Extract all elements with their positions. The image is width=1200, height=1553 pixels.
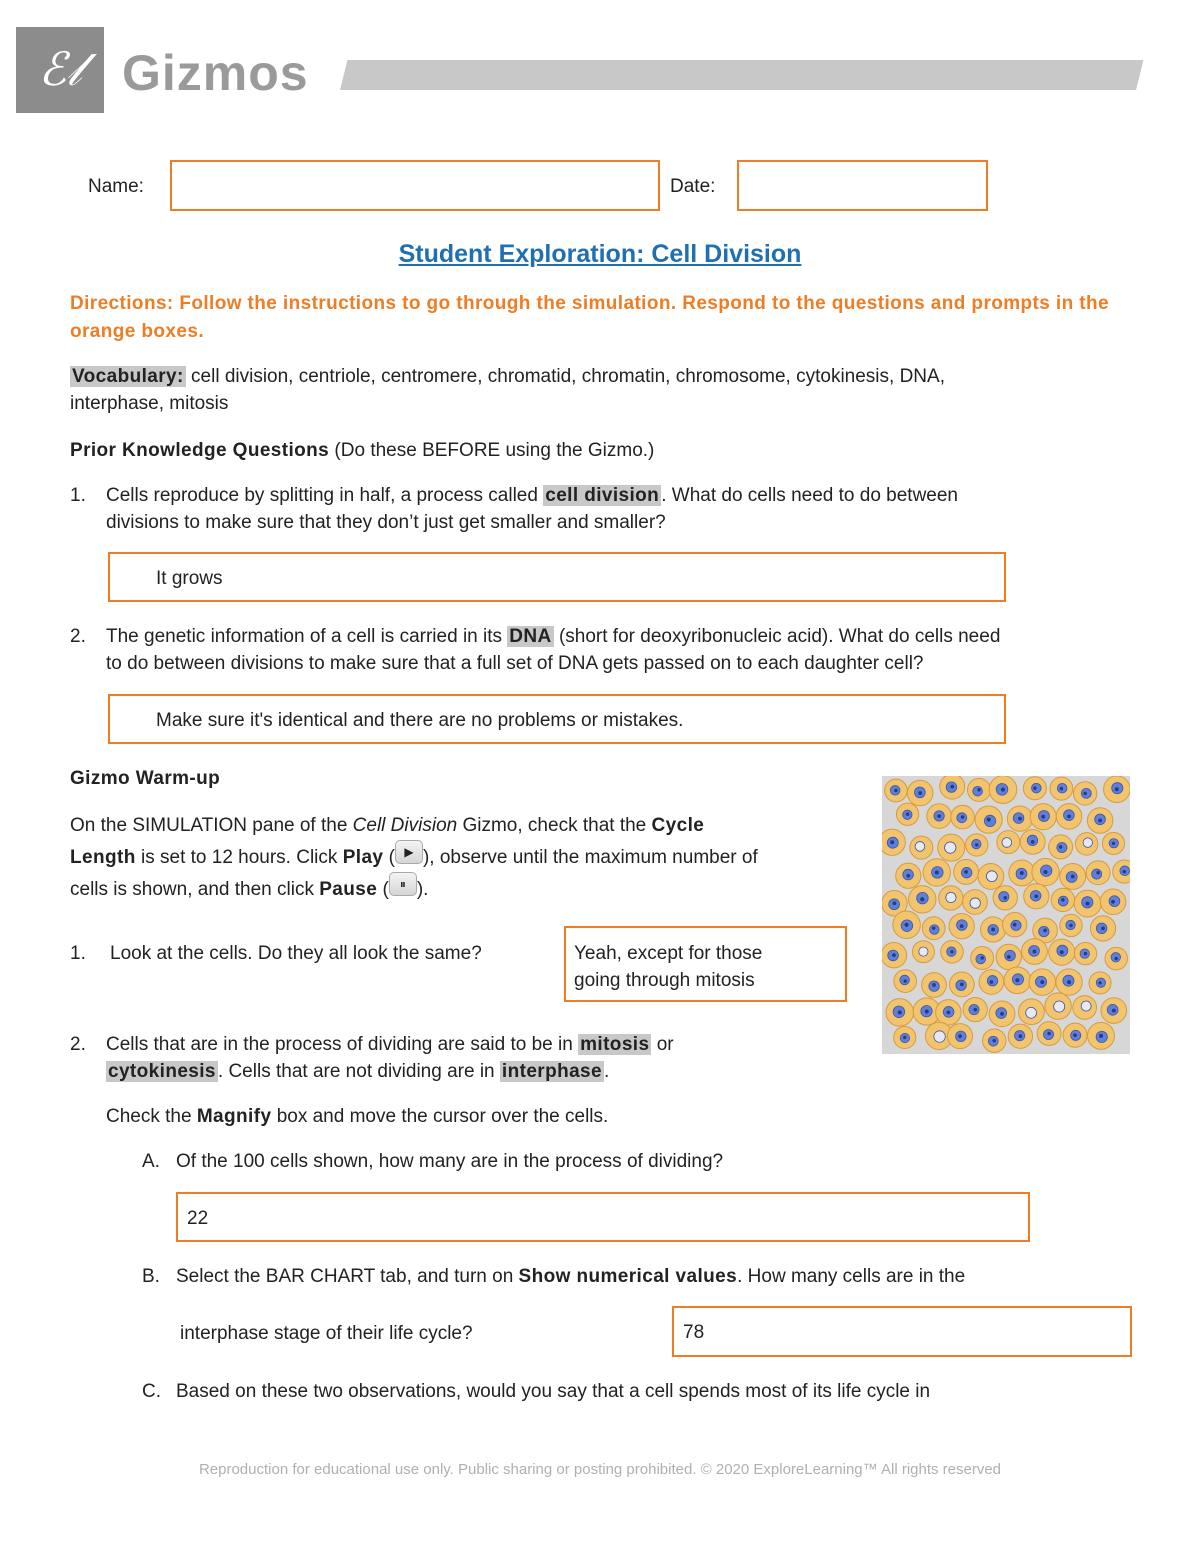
- cell: [1074, 942, 1096, 964]
- cell: [1073, 782, 1096, 805]
- header-decor-bar: [340, 60, 1143, 90]
- cell: [910, 836, 933, 859]
- vocabulary-label: Vocabulary:: [72, 366, 184, 387]
- cell: [951, 805, 975, 829]
- date-field[interactable]: [737, 160, 988, 211]
- cell: [993, 886, 1017, 910]
- cell: [1056, 804, 1082, 830]
- term-cell-division: cell division: [545, 485, 660, 506]
- cell: [922, 973, 947, 998]
- cell: [997, 831, 1020, 854]
- term-interphase: interphase: [501, 1061, 602, 1082]
- cell: [1007, 806, 1032, 831]
- cell: [1051, 888, 1074, 911]
- cell: [1050, 777, 1073, 800]
- cell: [894, 1026, 916, 1048]
- cell: [927, 804, 952, 829]
- cell: [981, 917, 1006, 942]
- cell: [907, 780, 933, 806]
- cell: [1089, 972, 1111, 994]
- pause-icon: ⏸: [389, 872, 417, 896]
- cell: [989, 776, 1017, 803]
- answer-box-prior-2[interactable]: Make sure it's identical and there are no problems or mistakes.: [108, 694, 1006, 744]
- term-dna: DNA: [509, 626, 552, 647]
- cell: [1045, 993, 1071, 1019]
- cell: [949, 972, 974, 997]
- cell: [1029, 969, 1056, 996]
- page-title: Student Exploration: Cell Division: [398, 240, 802, 268]
- cell: [1102, 832, 1124, 854]
- cell: [963, 997, 987, 1021]
- prior-question-1: 1. Cells reproduce by splitting in half, a process called cell division . What do cells need to do between divisions to make sure that they don’t just get smaller and smaller?: [70, 485, 959, 533]
- answer-box-warmup-1[interactable]: Yeah, except for those going through mitosis: [564, 926, 847, 1002]
- cell: [1086, 861, 1110, 885]
- term-mitosis: mitosis: [580, 1034, 650, 1055]
- cell: [923, 859, 950, 886]
- cell: [886, 999, 914, 1027]
- date-label: Date:: [670, 176, 716, 197]
- cell: [896, 803, 918, 825]
- cell: [912, 941, 934, 963]
- cell: [1019, 999, 1045, 1025]
- cell: [1022, 939, 1048, 965]
- cell: [978, 864, 1004, 890]
- cell: [971, 946, 994, 969]
- cell: [1060, 914, 1082, 936]
- cell: [966, 834, 988, 856]
- cell: [975, 806, 1002, 833]
- cell: [1087, 808, 1113, 834]
- cell: [1030, 804, 1056, 830]
- prior-question-2: 2. The genetic information of a cell is carried in its DNA (short for deoxyribonucleic acid). What do cells need to do between divisions to make sure that a full set of DNA gets passed on to each daughter cell?: [70, 626, 1001, 674]
- cell: [936, 1000, 961, 1025]
- cell: [967, 778, 990, 801]
- cell: [1075, 833, 1097, 855]
- cell: [882, 829, 905, 855]
- cell: [940, 776, 965, 799]
- cell: [1100, 889, 1126, 915]
- cell: [963, 890, 988, 915]
- cell: [1037, 1022, 1061, 1046]
- cell: [1032, 858, 1059, 885]
- cell: [938, 834, 965, 861]
- cell: [1056, 969, 1082, 995]
- cell: [1004, 967, 1031, 994]
- cell: [983, 1029, 1006, 1052]
- cell: [979, 970, 1004, 995]
- cell: [939, 886, 963, 910]
- cell: [882, 942, 907, 967]
- cell: [941, 941, 964, 964]
- cell: [949, 914, 974, 939]
- magnify-instruction: Check the Magnify box and move the cursor over the cells.: [106, 1106, 609, 1127]
- subquestion-b-line2: interphase stage of their life cycle?: [180, 1323, 473, 1344]
- cell: [1049, 939, 1075, 965]
- warmup-question-2: 2. Cells that are in the process of dividing are said to be in mitosis or cytokinesis . Cells that are not dividing are in interphase .: [70, 1034, 674, 1082]
- cell: [1104, 776, 1130, 802]
- gizmos-brand: Gizmos: [122, 45, 309, 101]
- cell: [1101, 998, 1127, 1024]
- cell: [1003, 912, 1027, 936]
- cell: [1074, 890, 1101, 917]
- cell: [1063, 1023, 1087, 1047]
- cell: [1090, 916, 1115, 941]
- cell: [909, 886, 936, 913]
- cell: [1008, 1024, 1032, 1048]
- warmup-heading: Gizmo Warm-up: [70, 768, 221, 789]
- answer-box-a[interactable]: 22: [176, 1192, 1030, 1242]
- cell: [896, 863, 921, 888]
- cell: [922, 917, 945, 940]
- cell: [1023, 777, 1046, 800]
- cell: [1073, 996, 1097, 1020]
- cell: [1009, 860, 1035, 886]
- cells-image: [882, 776, 1130, 1054]
- name-field[interactable]: [170, 160, 660, 211]
- cell: [1088, 1022, 1115, 1049]
- cell: [1049, 835, 1073, 859]
- explorelearning-logo: ℰ𝓁: [16, 27, 104, 113]
- cell: [893, 911, 921, 939]
- cell: [996, 944, 1021, 969]
- name-label: Name:: [88, 176, 144, 197]
- answer-box-prior-1[interactable]: It grows: [108, 552, 1006, 602]
- directions: Directions: Follow the instructions to go through the simulation. Respond to the questions and prompts in the orange boxes.: [70, 293, 1109, 342]
- cell: [1020, 829, 1045, 854]
- vocabulary: Vocabulary: cell division, centriole, centromere, chromatid, chromatin, chromosome, cytokinesis, DNA, interphase, mitosis: [70, 366, 945, 414]
- answer-box-b[interactable]: 78: [672, 1306, 1132, 1357]
- cell: [885, 779, 908, 802]
- cell: [948, 1024, 973, 1049]
- play-icon: ▶: [395, 840, 423, 864]
- cell: [1024, 884, 1049, 909]
- footer-copyright: Reproduction for educational use only. Public sharing or posting prohibited. © 2020 ExploreLearning™ All rights reserved: [198, 1461, 1002, 1478]
- cell: [894, 970, 917, 993]
- cell: [1060, 863, 1086, 889]
- prior-knowledge-heading: Prior Knowledge Questions (Do these BEFORE using the Gizmo.): [70, 440, 655, 461]
- warmup-intro: On the SIMULATION pane of the Cell Division Gizmo, check that the Cycle Length is set to 12 hours. Click Play ( ▶ ), observe until the maximum number of cells is shown, and then click Pause ( ⏸ ).: [70, 815, 758, 900]
- term-cytokinesis: cytokinesis: [108, 1061, 216, 1082]
- cell: [989, 1001, 1015, 1027]
- cell: [954, 859, 979, 884]
- cell: [1105, 947, 1128, 970]
